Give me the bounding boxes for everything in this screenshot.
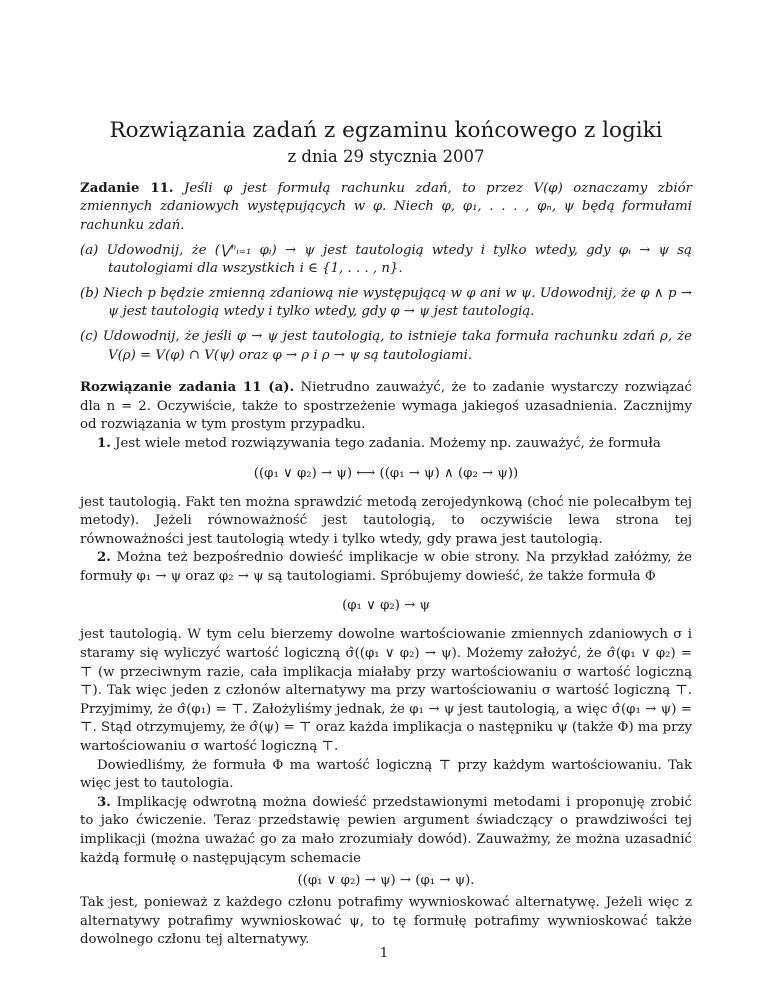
method-3-text: Implikację odwrotną można dowieść przedstawionymi metodami i proponuję zrobić to jako ćwiczenie. Teraz przedstawię pewien argument świadczący o prawdziwości tej implikacji (można uważać go za mało zrozumiały dowód). Zauważmy, że można uzasadnić każdą formułę o następującym schemacie [80,794,692,866]
method-2-text: Można też bezpośrednio dowieść implikacje w obie strony. Na przykład załóżmy, że formuły φ₁ → ψ oraz φ₂ → ψ są tautologiami. Spróbujemy dowieść, że także formuła Φ [80,550,693,584]
document-title: Rozwiązania zadań z egzaminu końcowego z logiki [109,118,663,143]
part-text: Niech p będzie zmienną zdaniową nie występującą w φ ani w ψ. Udowodnij, że φ ∧ p → ψ jest tautologią wtedy i tylko wtedy, gdy φ → ψ jest tautologią. [103,285,693,320]
method-3-continuation: Tak jest, ponieważ z każdego członu potrafimy wywnioskować alternatywę. Jeżeli więc z alternatywy potrafimy wywnioskować ψ, to tę formułę potrafimy wywnioskować także dowolnego członu tej alternatywy. [80,895,692,948]
part-label: (c) [80,328,98,344]
method-1-number: 1. [97,435,111,451]
document-page [80,118,692,950]
method-2-continuation: jest tautologią. W tym celu bierzemy dowolne wartościowanie zmiennych zdaniowych σ i staramy się wyliczyć wartość logiczną σ̂((φ₁ ∨ φ₂) → ψ). Możemy założyć, że σ̂(φ₁ ∨ φ₂) = ⊤ (w przeciwnym razie, cała implikacja miałaby przy wartościowaniu σ wartość logiczną ⊤). Tak więc jeden z członów alternatywy ma przy wartościowaniu σ wartość logiczną ⊤. Przyjmimy, że σ̂(φ₁) = ⊤. Założyliśmy jednak, że φ₁ → ψ jest tautologią, a więc σ̂(φ₁ → ψ) = ⊤. Stąd otrzymujemy, że σ̂(ψ) = ⊤ oraz każda implikacja o następniku ψ (także Φ) ma przy wartościowaniu σ wartość logiczną ⊤. [80,627,693,755]
formula-equivalence: ((φ₁ ∨ φ₂) → ψ) ⟷ ((φ₁ → ψ) ∧ (φ₂ → ψ)) [253,465,519,481]
part-text: Udowodnij, że jeśli φ → ψ jest tautologią, to istnieje taka formuła rachunku zdań ρ, że V(ρ) = V(φ) ∩ V(ψ) oraz φ → ρ i ρ → ψ są tautologiami. [102,328,692,363]
method-2-paragraph [80,549,692,586]
problem-label: Zadanie 11. [80,180,174,196]
problem-part-a [80,242,692,279]
formula-schema: ((φ₁ ∨ φ₂) → ψ) → (φ₁ → ψ). [297,873,475,889]
document-subtitle: z dnia 29 stycznia 2007 [287,146,485,166]
part-label: (a) [80,242,99,258]
problem-statement [80,180,692,236]
method-2-conclusion: Dowiedliśmy, że formuła Φ ma wartość logiczną ⊤ przy każdym wartościowaniu. Tak więc jest to tautologia. [80,757,692,792]
problem-intro: Jeśli φ jest formułą rachunku zdań, to przez V(φ) oznaczamy zbiór zmiennych zdaniowych występujących w φ. Niech φ, φ₁, . . . , φₙ, ψ będą formułami rachunku zdań. [80,180,692,233]
solution-heading: Rozwiązanie zadania 11 (a). [80,380,295,396]
page-number: 1 [379,946,389,961]
solution-intro [80,379,692,435]
method-1-continuation: jest tautologią. Fakt ten można sprawdzić metodą zerojedynkową (choć nie polecałbym tej metody). Jeżeli równoważność jest tautologią, to oczywiście lewa strona tej równoważności jest tautologią wtedy i tylko wtedy, gdy prawa jest tautologią. [80,494,692,547]
problem-part-b [80,285,692,322]
method-3-number: 3. [97,794,111,810]
part-label: (b) [80,285,99,301]
method-3-paragraph [80,794,692,868]
method-2-number: 2. [97,550,111,566]
method-1-text: Jest wiele metod rozwiązywania tego zadania. Możemy np. zauważyć, że formuła [115,435,661,451]
method-1-paragraph [80,435,692,454]
problem-part-c [80,328,692,365]
formula-phi: (φ₁ ∨ φ₂) → ψ [342,598,430,614]
part-text: Udowodnij, że (⋁ⁿᵢ₌₁ φᵢ) → ψ jest tautologią wtedy i tylko wtedy, gdy φᵢ → ψ są tautologiami dla wszystkich i ∈ {1, . . . , n}. [106,242,692,277]
solution-intro-text: Nietrudno zauważyć, że to zadanie wystarczy rozwiązać dla n = 2. Oczywiście, także to spostrzeżenie wymaga jakiegoś uzasadnienia. Zacznijmy od rozwiązania w tym prostym przypadku. [80,380,693,433]
